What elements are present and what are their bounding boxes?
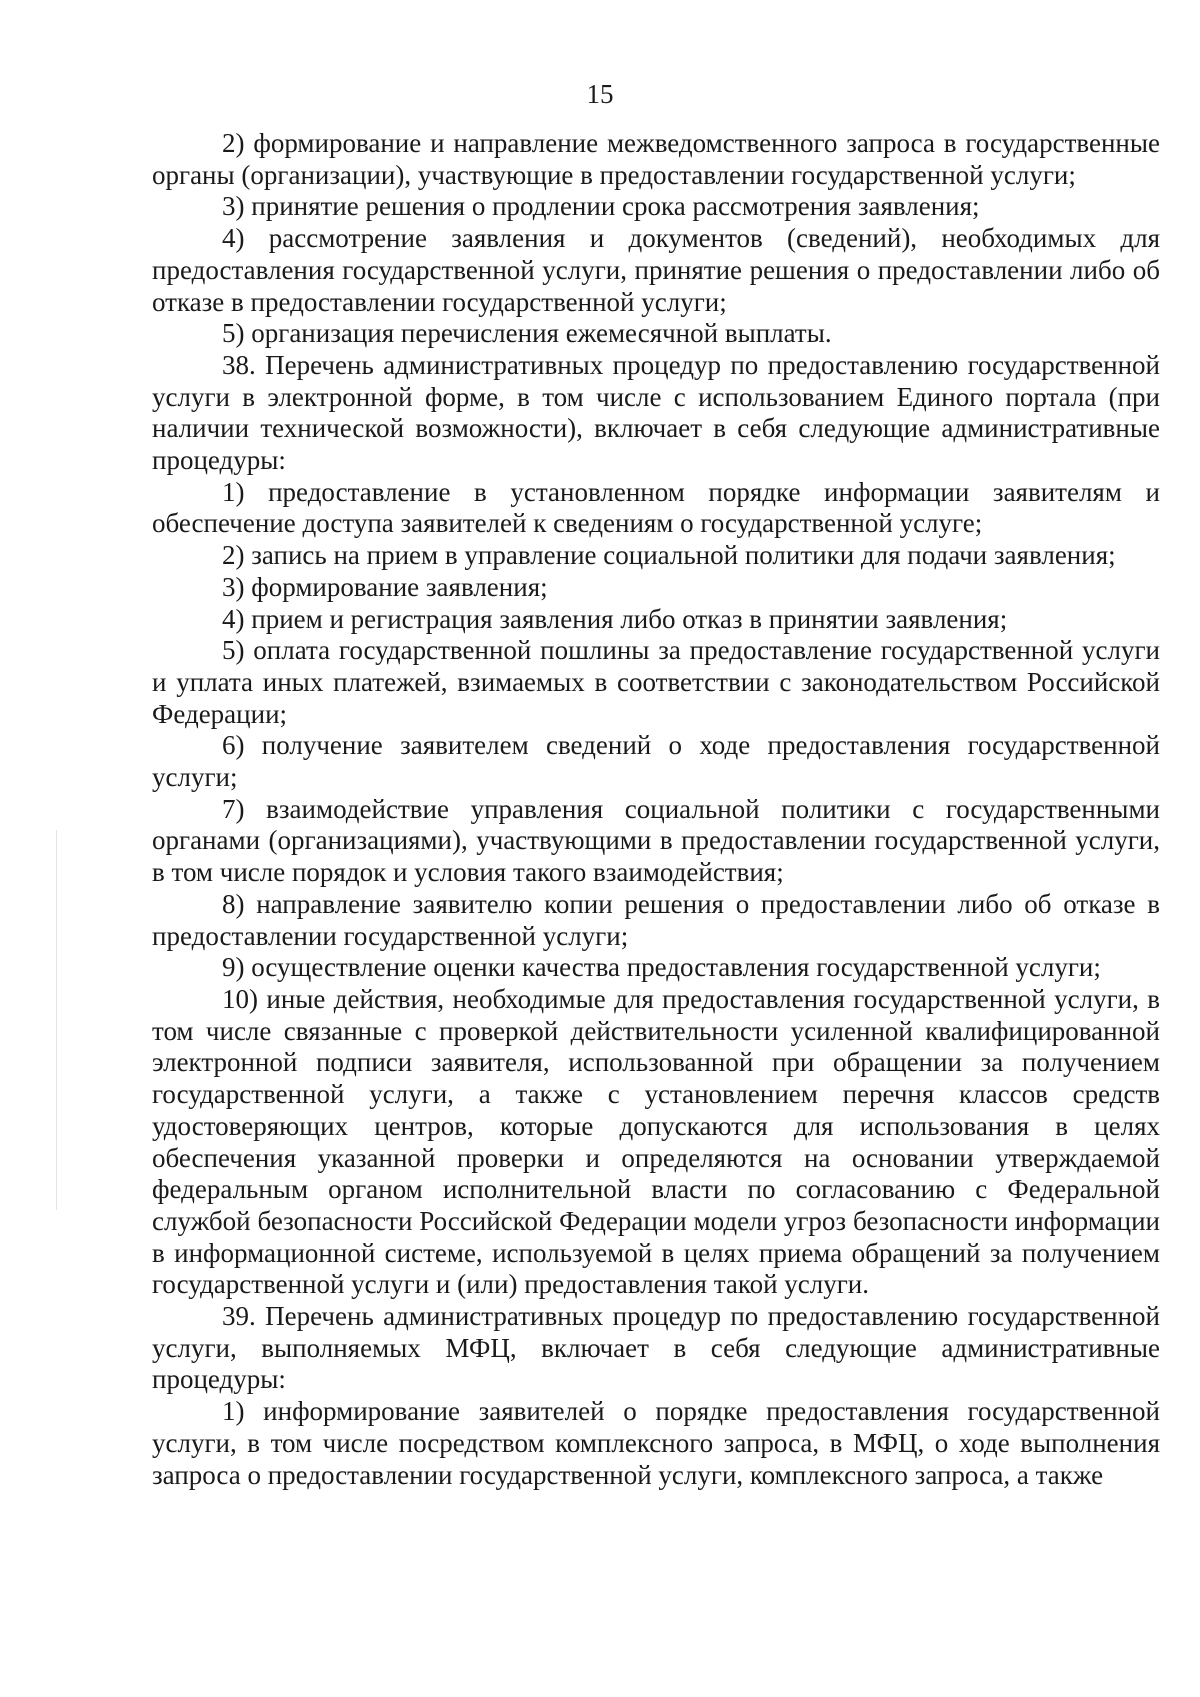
- paragraph-section-38: 38. Перечень административных процедур по предоставлению государственной услуги в электронной форме, в том числе с использованием Единого портала (при наличии технической возможности), включает в себя следующие административные процедуры:: [152, 349, 1160, 476]
- paragraph-38-item-9: 9) осуществление оценки качества предоставления государственной услуги;: [222, 952, 1101, 983]
- paragraph-38-item-10: 10) иные действия, необходимые для предоставления государственной услуги, в том числе связанные с проверкой действительности усиленной квалифицированной электронной подписи заявителя, использованной при обращении за получением государственной услуги, а также с установлением перечня классов средств удостоверяющих центров, которые допускаются для использования в целях обеспечения указанной проверки и определяются на основании утверждаемой федеральным органом исполнительной власти по согласованию с Федеральной службой безопасности Российской Федерации модели угроз безопасности информации в информационной системе, используемой в целях приема обращений за получением государственной услуги и (или) предоставления такой услуги.: [152, 983, 1160, 1300]
- paragraph-39-item-1: 1) информирование заявителей о порядке предоставления государственной услуги, в том числе посредством комплексного запроса, в МФЦ, о ходе выполнения запроса о предоставлении государственной услуги, комплексного запроса, а также: [152, 1396, 1160, 1490]
- page-number: 15: [586, 79, 614, 109]
- paragraph-38-item-3: 3) формирование заявления;: [222, 571, 548, 602]
- paragraph-38-item-8: 8) направление заявителю копии решения о предоставлении либо об отказе в предоставлении государственной услуги;: [152, 888, 1160, 951]
- paragraph-38-item-4: 4) прием и регистрация заявления либо отказ в принятии заявления;: [222, 603, 1008, 634]
- paragraph-item-3: 3) принятие решения о продлении срока рассмотрения заявления;: [222, 191, 980, 222]
- paragraph-38-item-2: 2) запись на прием в управление социальной политики для подачи заявления;: [222, 540, 1116, 571]
- paragraph-38-item-1: 1) предоставление в установленном порядке информации заявителям и обеспечение доступа заявителей к сведениям о государственной услуге;: [152, 476, 1160, 539]
- paragraph-item-5: 5) организация перечисления ежемесячной выплаты.: [222, 318, 832, 349]
- paragraph-38-item-7: 7) взаимодействие управления социальной политики с государственными органами (организациями), участвующими в предоставлении государственной услуги, в том числе порядок и условия такого взаимодействия;: [152, 793, 1160, 888]
- paragraph-section-39: 39. Перечень административных процедур по предоставлению государственной услуги, выполняемых МФЦ, включает в себя следующие административные процедуры:: [152, 1301, 1160, 1395]
- paragraph-38-item-6: 6) получение заявителем сведений о ходе предоставления государственной услуги;: [152, 730, 1160, 793]
- paragraph-38-item-5: 5) оплата государственной пошлины за предоставление государственной услуги и уплата иных платежей, взимаемых в соответствии с законодательством Российской Федерации;: [152, 635, 1160, 729]
- paragraph-item-4: 4) рассмотрение заявления и документов (сведений), необходимых для предоставления государственной услуги, принятие решения о предоставлении либо об отказе в предоставлении государственной услуги;: [152, 223, 1160, 317]
- scan-margin-line: [56, 830, 57, 1210]
- paragraph-item-2: 2) формирование и направление межведомственного запроса в государственные органы (организации), участвующие в предоставлении государственной услуги;: [152, 128, 1160, 190]
- document-body: [152, 128, 1160, 1491]
